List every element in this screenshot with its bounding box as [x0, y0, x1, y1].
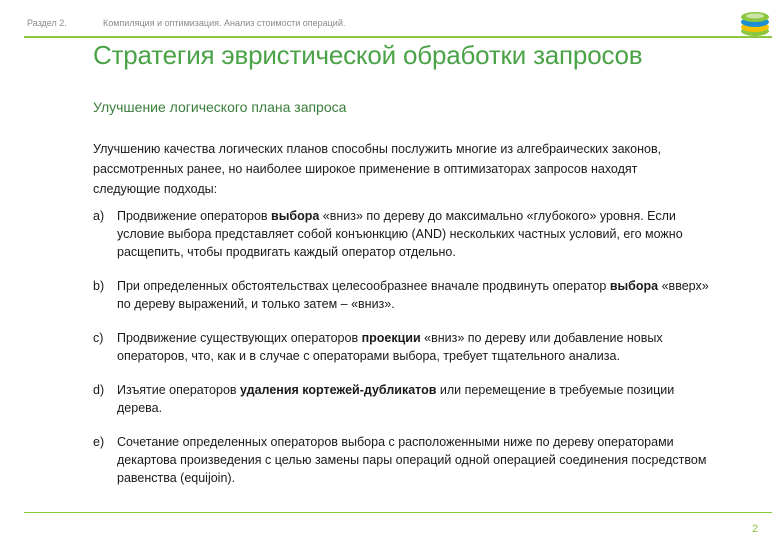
stacked-discs-logo-icon: [738, 8, 772, 38]
list-marker: c): [93, 331, 104, 345]
slide-header: [0, 0, 780, 36]
list-item: [93, 207, 713, 261]
item-text-rest: или перемещение в требуемые позиции дерева.: [117, 383, 675, 415]
item-text-rest: «вверх» по дереву выражений, и только затем – «вниз».: [117, 279, 709, 311]
item-keyword: проекции: [361, 331, 421, 345]
list-item: [93, 329, 713, 365]
item-text-rest: «вниз» по дереву до максимально «глубокого» уровня. Если условие выбора представляет собой конъюнкцию (AND) нескольких частных условий, его можно расщепить, чтобы продвигать каждый оператор отдельно.: [117, 209, 683, 259]
topic-label: Компиляция и оптимизация. Анализ стоимости операций.: [103, 18, 346, 28]
section-label: Раздел 2.: [27, 18, 67, 28]
header-divider: [24, 36, 772, 38]
item-text: При определенных обстоятельствах целесообразнее вначале продвинуть оператор: [117, 279, 610, 293]
list-item: [93, 381, 713, 417]
item-text: Продвижение существующих операторов: [117, 331, 362, 345]
intro-paragraph: Улучшению качества логических планов способны послужить многие из алгебраических законов, рассмотренных ранее, но наиболее широкое применение в оптимизаторах запросов находят следующие подходы:: [93, 142, 662, 196]
item-keyword: выбора: [271, 209, 320, 223]
item-keyword: выбора: [609, 279, 659, 293]
item-keyword: удаления кортежей-дубликатов: [240, 383, 437, 397]
page-number: 2: [752, 523, 759, 535]
list-marker: b): [93, 279, 105, 293]
item-text: Продвижение операторов: [117, 209, 272, 223]
list-item: [93, 433, 713, 487]
footer-divider: [24, 512, 772, 513]
list-item: [93, 277, 713, 313]
slide-title: Стратегия эвристической обработки запросов: [93, 40, 643, 70]
approach-list: [93, 207, 713, 503]
slide-subtitle: Улучшение логического плана запроса: [93, 99, 347, 115]
list-marker: a): [93, 209, 105, 223]
list-marker: e): [93, 435, 105, 449]
list-marker: d): [93, 383, 105, 397]
item-text: Изъятие операторов: [117, 383, 241, 397]
item-text: Сочетание определенных операторов выбора с расположенными ниже по дереву операторами декартова произведения с целью замены пары операций одной операцией соединения посредством равенства (equijoin).: [117, 435, 707, 485]
item-text-rest: «вниз» по дереву или добавление новых операторов, что, как и в случае с операторами выбора, требует тщательного анализа.: [117, 331, 663, 363]
